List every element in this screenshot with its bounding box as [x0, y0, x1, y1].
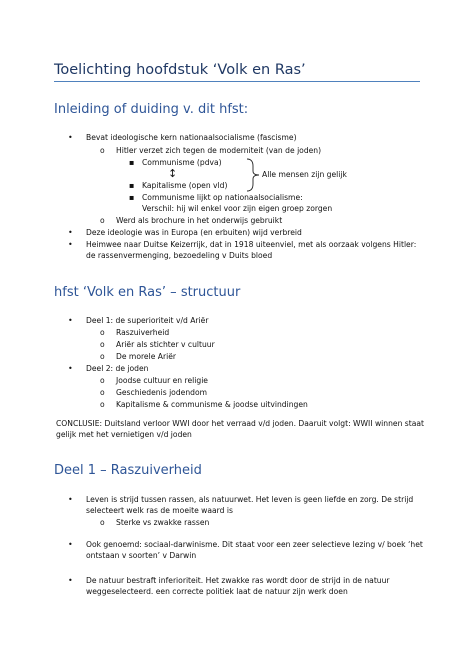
part1-line-struggle: Leven is strijd tussen rassen, als natuurwet. Het leven is geen liefde en zorg. De strijd — [86, 495, 414, 504]
bullet-level2: o — [100, 340, 105, 349]
intro-line-difference: Verschil: hij wil enkel voor zijn eigen groep zorgen — [142, 204, 333, 213]
structure-item: Geschiedenis jodendom — [116, 388, 207, 397]
bullet-level1: • — [68, 316, 73, 325]
conclusion-line: CONCLUSIE: Duitsland verloor WWI door het verraad v/d joden. Daaruit volgt: WWII winnen staat — [56, 419, 425, 428]
structure-item: Raszuiverheid — [116, 328, 170, 337]
intro-line-brochure: Werd als brochure in het onderwijs gebruikt — [116, 216, 283, 225]
structure-item: Joodse cultuur en religie — [116, 376, 208, 385]
intro-line-nostalgia: Heimwee naar Duitse Keizerrijk, dat in 1918 uiteenviel, met als oorzaak volgens Hitler: — [86, 240, 417, 249]
structure-part2: Deel 2: de joden — [86, 364, 149, 373]
bullet-level1: • — [68, 240, 73, 249]
structure-item: Ariër als stichter v cultuur — [116, 340, 215, 349]
bullet-level2: o — [100, 388, 105, 397]
up-down-arrow-icon: ↕ — [168, 167, 178, 180]
bullet-level2: o — [100, 146, 105, 155]
structure-item: De morele Ariër — [116, 352, 177, 361]
bullet-level2: o — [100, 352, 105, 361]
heading-part1: Deel 1 – Raszuiverheid — [54, 463, 202, 478]
structure-item: Kapitalisme & communisme & joodse uitvindingen — [116, 400, 308, 409]
document-title: Toelichting hoofdstuk ‘Volk en Ras’ — [54, 62, 420, 82]
intro-line-capitalism: Kapitalisme (open vld) — [142, 181, 228, 190]
bullet-level3: ▪ — [129, 158, 135, 167]
bullet-level1: • — [68, 364, 73, 373]
part1-line-darwinism: Ook genoemd: sociaal-darwinisme. Dit staat voor een zeer selectieve lezing v/ boek ‘het — [86, 540, 423, 549]
bullet-level1: • — [68, 133, 73, 142]
conclusion-line: gelijk met het vernietigen v/d joden — [56, 430, 192, 439]
intro-line-europe: Deze ideologie was in Europa (en erbuiten) wijd verbreid — [86, 228, 302, 237]
bullet-level2: o — [100, 400, 105, 409]
bullet-level3: ▪ — [129, 181, 135, 190]
part1-line-darwinism-cont: ontstaan v soorten’ v Darwin — [86, 551, 197, 560]
bullet-level1: • — [68, 228, 73, 237]
bullet-level2: o — [100, 376, 105, 385]
bullet-level1: • — [68, 495, 73, 504]
bullet-level1: • — [68, 540, 73, 549]
part1-line-nature: De natuur bestraft inferioriteit. Het zwakke ras wordt door de strijd in de natuur — [86, 576, 390, 585]
intro-line-nostalgia-cont: de rassenvermenging, bezoedeling v Duits bloed — [86, 251, 273, 260]
intro-line-similarity: Communisme lijkt op nationaalsocialisme: — [142, 193, 303, 202]
bullet-level2: o — [100, 518, 105, 527]
heading-introduction: Inleiding of duiding v. dit hfst: — [54, 102, 249, 117]
bullet-level2: o — [100, 328, 105, 337]
heading-structure: hfst ‘Volk en Ras’ – structuur — [54, 285, 241, 300]
brace-note: Alle mensen zijn gelijk — [262, 170, 347, 179]
structure-part1: Deel 1: de superioriteit v/d Ariër — [86, 316, 209, 325]
bullet-level2: o — [100, 216, 105, 225]
bullet-level3: ▪ — [129, 193, 135, 202]
part1-line-strong-weak: Sterke vs zwakke rassen — [116, 518, 210, 527]
curly-brace-icon — [246, 158, 260, 192]
part1-line-nature-cont: weggeselecteerd. een correcte politiek laat de natuur zijn werk doen — [86, 587, 348, 596]
part1-line-struggle-cont: selecteert welk ras de moeite waard is — [86, 506, 233, 515]
intro-line-ideology: Bevat ideologische kern nationaalsocialisme (fascisme) — [86, 133, 297, 142]
bullet-level1: • — [68, 576, 73, 585]
intro-line-communism: Communisme (pdva) — [142, 158, 222, 167]
intro-line-modernity: Hitler verzet zich tegen de moderniteit (van de joden) — [116, 146, 322, 155]
